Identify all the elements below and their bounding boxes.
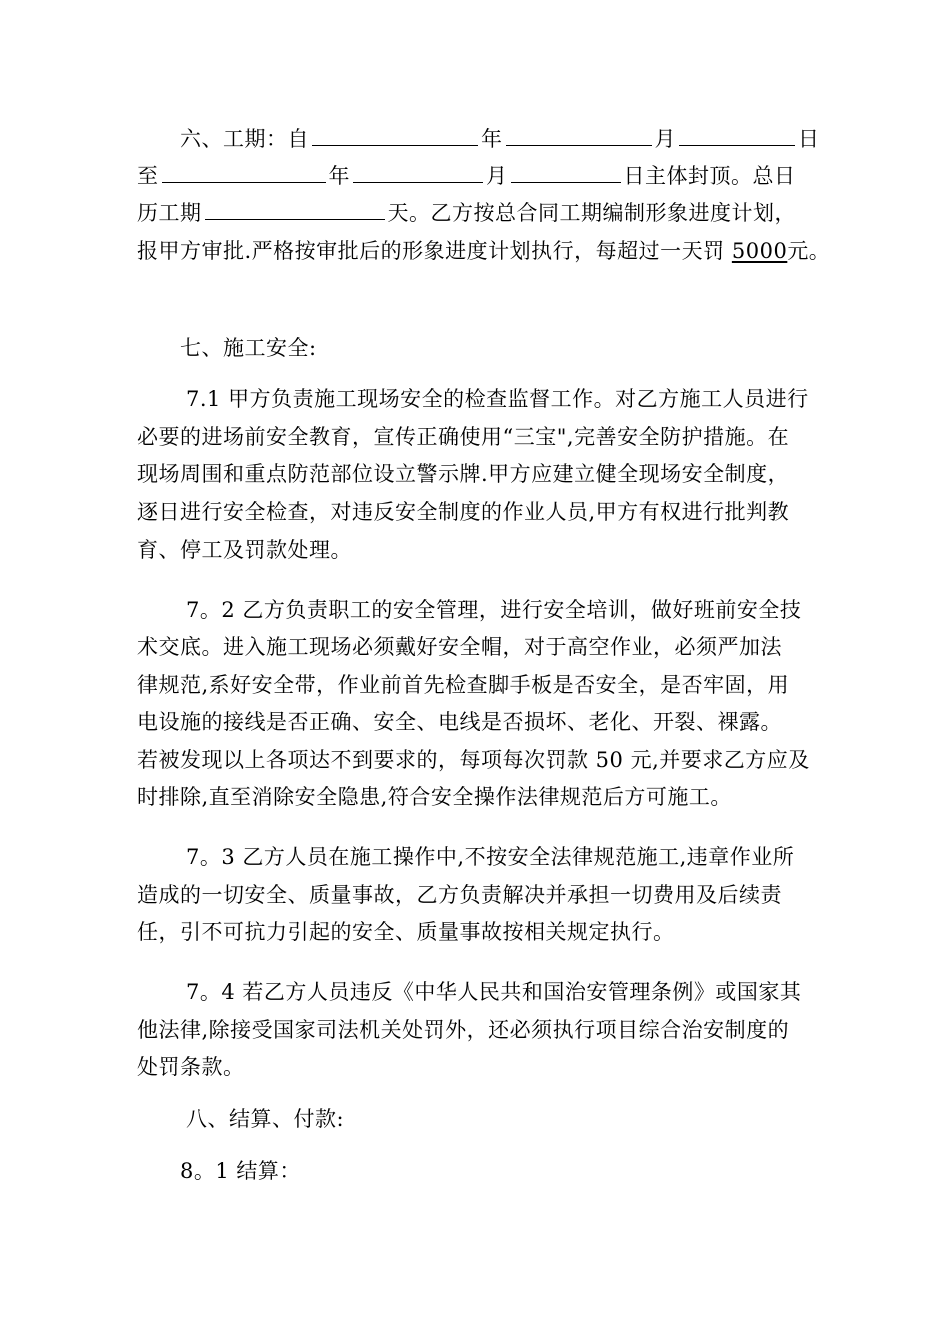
p71-line: 必要的进场前安全教育，宣传正确使用“三宝",完善安全防护措施。在 [137, 425, 790, 449]
text: 六、工期：自 [180, 127, 309, 151]
section6-line4 [137, 236, 830, 266]
text: 年 [328, 164, 350, 188]
p72-line: 时排除,直至消除安全隐患,符合安全操作法律规范后方可施工。 [137, 785, 732, 809]
p73-line: 7。3 乙方人员在施工操作中,不按安全法律规范施工,违章作业所 [186, 845, 795, 869]
p73-line: 任，引不可抗力引起的安全、质量事故按相关规定执行。 [137, 920, 675, 944]
p74-line: 处罚条款。 [137, 1055, 245, 1079]
start-day-blank[interactable] [679, 125, 795, 146]
p72-line: 若被发现以上各项达不到要求的，每项每次罚款 50 元,并要求乙方应及 [137, 748, 810, 772]
section6-line2 [137, 161, 796, 191]
text: 年 [481, 127, 503, 151]
p71-line: 现场周围和重点防范部位设立警示牌.甲方应建立健全现场安全制度， [137, 462, 790, 486]
section7-heading: 七、施工安全: [180, 336, 317, 360]
end-year-blank[interactable] [162, 162, 326, 183]
p72-line: 7。2 乙方负责职工的安全管理，进行安全培训，做好班前安全技 [186, 598, 802, 622]
end-month-blank[interactable] [353, 162, 483, 183]
p72-line: 律规范,系好安全带，作业前首先检查脚手板是否安全，是否牢固，用 [137, 673, 790, 697]
text: 至 [137, 164, 159, 188]
section8-sub81: 8。1 结算： [180, 1159, 301, 1183]
text: 元。 [787, 239, 831, 263]
p72-line: 术交底。进入施工现场必须戴好安全帽，对于高空作业，必须严加法 [137, 635, 782, 659]
text: 历工期 [137, 201, 202, 225]
section8-heading: 八、结算、付款: [186, 1107, 345, 1131]
p71-line: 逐日进行安全检查，对违反安全制度的作业人员,甲方有权进行批判教 [137, 500, 790, 524]
section6-line1 [180, 124, 820, 154]
start-month-blank[interactable] [506, 125, 652, 146]
text: 日 [798, 127, 820, 151]
p71-line: 7.1 甲方负责施工现场安全的检查监督工作。对乙方施工人员进行 [186, 387, 809, 411]
text: 报甲方审批.严格按审批后的形象进度计划执行，每超过一天罚 [137, 239, 732, 263]
total-days-blank[interactable] [205, 199, 385, 220]
penalty-amount: 5000 [731, 239, 788, 263]
p74-line: 他法律,除接受国家司法机关处罚外，还必须执行项目综合治安制度的 [137, 1018, 790, 1042]
p73-line: 造成的一切安全、质量事故，乙方负责解决并承担一切费用及后续责 [137, 883, 782, 907]
text: 月 [486, 164, 508, 188]
p71-line: 育、停工及罚款处理。 [137, 538, 352, 562]
text: 月 [654, 127, 676, 151]
text: 天。乙方按总合同工期编制形象进度计划， [387, 201, 796, 225]
start-year-blank[interactable] [312, 125, 478, 146]
text: 日主体封顶。总日 [623, 164, 796, 188]
p72-line: 电设施的接线是否正确、安全、电线是否损坏、老化、开裂、裸露。 [137, 710, 782, 734]
p74-line: 7。4 若乙方人员违反《中华人民共和国治安管理条例》或国家其 [186, 980, 802, 1004]
section6-line3 [137, 198, 796, 228]
end-day-blank[interactable] [511, 162, 621, 183]
